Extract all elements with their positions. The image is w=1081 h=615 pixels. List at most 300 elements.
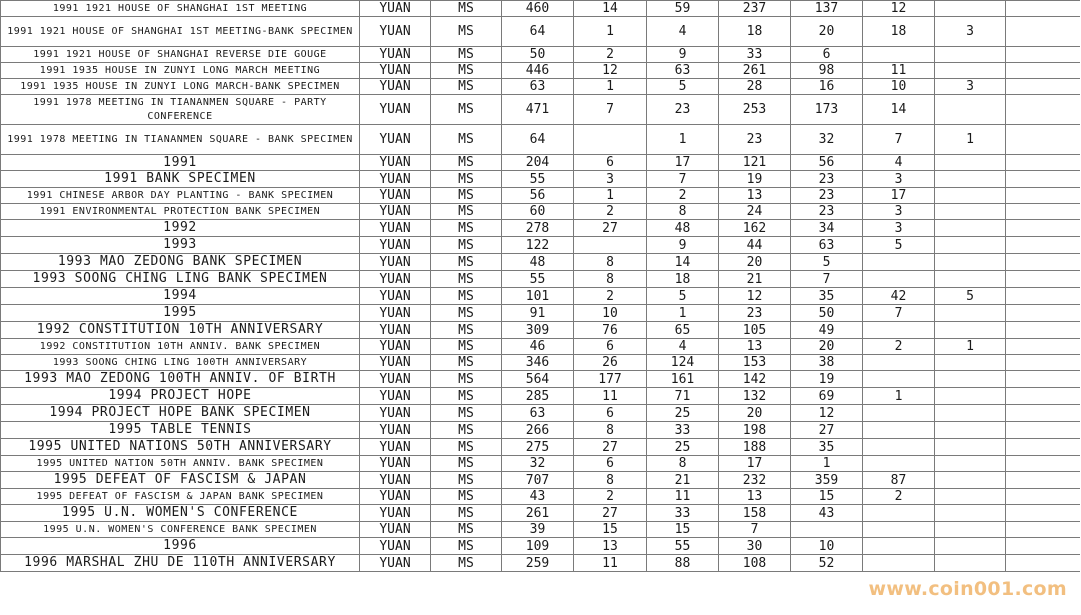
count-cell-5[interactable] bbox=[863, 439, 935, 456]
empty-cell[interactable] bbox=[1006, 322, 1080, 339]
currency-cell[interactable]: YUAN bbox=[360, 95, 431, 125]
table-row[interactable] bbox=[1, 288, 1080, 305]
coin-name-cell[interactable]: 1991 BANK SPECIMEN bbox=[1, 171, 360, 188]
count-cell-4[interactable]: 38 bbox=[791, 355, 863, 371]
empty-cell[interactable] bbox=[1006, 47, 1080, 63]
coin-name-cell[interactable]: 1994 PROJECT HOPE bbox=[1, 388, 360, 405]
empty-cell[interactable] bbox=[1006, 472, 1080, 489]
coin-name-cell[interactable]: 1994 bbox=[1, 288, 360, 305]
count-cell-6[interactable] bbox=[935, 489, 1006, 505]
count-cell-6[interactable] bbox=[935, 405, 1006, 422]
grade-cell[interactable]: MS bbox=[431, 472, 502, 489]
grade-cell[interactable]: MS bbox=[431, 17, 502, 47]
count-cell-2[interactable]: 18 bbox=[647, 271, 719, 288]
count-cell-3[interactable]: 20 bbox=[719, 254, 791, 271]
currency-cell[interactable]: YUAN bbox=[360, 388, 431, 405]
table-row[interactable] bbox=[1, 63, 1080, 79]
total-cell[interactable]: 39 bbox=[502, 522, 574, 538]
empty-cell[interactable] bbox=[1006, 1, 1080, 17]
table-row[interactable] bbox=[1, 155, 1080, 171]
count-cell-1[interactable]: 27 bbox=[574, 439, 647, 456]
table-row[interactable] bbox=[1, 456, 1080, 472]
coin-name-cell[interactable]: 1995 UNITED NATION 50TH ANNIV. BANK SPECIMEN bbox=[1, 456, 360, 472]
currency-cell[interactable]: YUAN bbox=[360, 355, 431, 371]
currency-cell[interactable]: YUAN bbox=[360, 63, 431, 79]
count-cell-4[interactable] bbox=[791, 522, 863, 538]
table-row[interactable] bbox=[1, 188, 1080, 204]
coin-name-cell[interactable]: 1992 bbox=[1, 220, 360, 237]
count-cell-2[interactable]: 63 bbox=[647, 63, 719, 79]
total-cell[interactable]: 101 bbox=[502, 288, 574, 305]
count-cell-2[interactable]: 4 bbox=[647, 17, 719, 47]
count-cell-2[interactable]: 25 bbox=[647, 405, 719, 422]
count-cell-1[interactable]: 14 bbox=[574, 1, 647, 17]
total-cell[interactable]: 56 bbox=[502, 188, 574, 204]
count-cell-5[interactable]: 3 bbox=[863, 220, 935, 237]
grade-cell[interactable]: MS bbox=[431, 271, 502, 288]
count-cell-2[interactable]: 71 bbox=[647, 388, 719, 405]
currency-cell[interactable]: YUAN bbox=[360, 456, 431, 472]
total-cell[interactable]: 64 bbox=[502, 125, 574, 155]
grade-cell[interactable]: MS bbox=[431, 237, 502, 254]
count-cell-3[interactable]: 30 bbox=[719, 538, 791, 555]
empty-cell[interactable] bbox=[1006, 220, 1080, 237]
count-cell-2[interactable]: 15 bbox=[647, 522, 719, 538]
coin-name-cell[interactable]: 1991 1921 HOUSE OF SHANGHAI REVERSE DIE GOUGE bbox=[1, 47, 360, 63]
table-row[interactable] bbox=[1, 95, 1080, 125]
count-cell-1[interactable]: 6 bbox=[574, 405, 647, 422]
count-cell-3[interactable]: 18 bbox=[719, 17, 791, 47]
table-row[interactable] bbox=[1, 339, 1080, 355]
grade-cell[interactable]: MS bbox=[431, 355, 502, 371]
count-cell-2[interactable]: 4 bbox=[647, 339, 719, 355]
count-cell-4[interactable]: 10 bbox=[791, 538, 863, 555]
coin-name-cell[interactable]: 1995 DEFEAT OF FASCISM & JAPAN bbox=[1, 472, 360, 489]
count-cell-6[interactable] bbox=[935, 63, 1006, 79]
currency-cell[interactable]: YUAN bbox=[360, 271, 431, 288]
count-cell-5[interactable]: 17 bbox=[863, 188, 935, 204]
currency-cell[interactable]: YUAN bbox=[360, 505, 431, 522]
count-cell-3[interactable]: 153 bbox=[719, 355, 791, 371]
count-cell-5[interactable]: 2 bbox=[863, 489, 935, 505]
count-cell-1[interactable]: 2 bbox=[574, 489, 647, 505]
count-cell-2[interactable]: 65 bbox=[647, 322, 719, 339]
table-row[interactable] bbox=[1, 439, 1080, 456]
empty-cell[interactable] bbox=[1006, 237, 1080, 254]
empty-cell[interactable] bbox=[1006, 405, 1080, 422]
count-cell-2[interactable]: 1 bbox=[647, 125, 719, 155]
currency-cell[interactable]: YUAN bbox=[360, 171, 431, 188]
grade-cell[interactable]: MS bbox=[431, 489, 502, 505]
count-cell-3[interactable]: 44 bbox=[719, 237, 791, 254]
coin-name-cell[interactable]: 1995 bbox=[1, 305, 360, 322]
total-cell[interactable]: 285 bbox=[502, 388, 574, 405]
coin-name-cell[interactable]: 1996 MARSHAL ZHU DE 110TH ANNIVERSARY bbox=[1, 555, 360, 572]
count-cell-5[interactable]: 5 bbox=[863, 237, 935, 254]
empty-cell[interactable] bbox=[1006, 439, 1080, 456]
count-cell-5[interactable] bbox=[863, 538, 935, 555]
empty-cell[interactable] bbox=[1006, 254, 1080, 271]
total-cell[interactable]: 64 bbox=[502, 17, 574, 47]
grade-cell[interactable]: MS bbox=[431, 538, 502, 555]
empty-cell[interactable] bbox=[1006, 371, 1080, 388]
count-cell-2[interactable]: 33 bbox=[647, 505, 719, 522]
count-cell-5[interactable]: 11 bbox=[863, 63, 935, 79]
count-cell-4[interactable]: 1 bbox=[791, 456, 863, 472]
count-cell-2[interactable]: 2 bbox=[647, 188, 719, 204]
empty-cell[interactable] bbox=[1006, 489, 1080, 505]
count-cell-5[interactable] bbox=[863, 47, 935, 63]
empty-cell[interactable] bbox=[1006, 188, 1080, 204]
count-cell-2[interactable]: 11 bbox=[647, 489, 719, 505]
total-cell[interactable]: 55 bbox=[502, 271, 574, 288]
currency-cell[interactable]: YUAN bbox=[360, 339, 431, 355]
count-cell-1[interactable]: 2 bbox=[574, 288, 647, 305]
count-cell-1[interactable]: 2 bbox=[574, 204, 647, 220]
currency-cell[interactable]: YUAN bbox=[360, 371, 431, 388]
count-cell-4[interactable]: 34 bbox=[791, 220, 863, 237]
count-cell-4[interactable]: 16 bbox=[791, 79, 863, 95]
count-cell-5[interactable]: 14 bbox=[863, 95, 935, 125]
count-cell-2[interactable]: 33 bbox=[647, 422, 719, 439]
coin-name-cell[interactable]: 1995 TABLE TENNIS bbox=[1, 422, 360, 439]
count-cell-1[interactable]: 13 bbox=[574, 538, 647, 555]
count-cell-3[interactable]: 13 bbox=[719, 188, 791, 204]
count-cell-1[interactable]: 27 bbox=[574, 220, 647, 237]
count-cell-4[interactable]: 35 bbox=[791, 288, 863, 305]
total-cell[interactable]: 471 bbox=[502, 95, 574, 125]
currency-cell[interactable]: YUAN bbox=[360, 47, 431, 63]
grade-cell[interactable]: MS bbox=[431, 371, 502, 388]
currency-cell[interactable]: YUAN bbox=[360, 522, 431, 538]
empty-cell[interactable] bbox=[1006, 95, 1080, 125]
count-cell-4[interactable]: 49 bbox=[791, 322, 863, 339]
count-cell-5[interactable]: 12 bbox=[863, 1, 935, 17]
count-cell-4[interactable]: 12 bbox=[791, 405, 863, 422]
count-cell-2[interactable]: 55 bbox=[647, 538, 719, 555]
count-cell-5[interactable] bbox=[863, 371, 935, 388]
total-cell[interactable]: 109 bbox=[502, 538, 574, 555]
total-cell[interactable]: 46 bbox=[502, 339, 574, 355]
coin-name-cell[interactable]: 1995 U.N. WOMEN'S CONFERENCE BANK SPECIMEN bbox=[1, 522, 360, 538]
count-cell-5[interactable] bbox=[863, 405, 935, 422]
count-cell-6[interactable] bbox=[935, 322, 1006, 339]
count-cell-2[interactable]: 5 bbox=[647, 79, 719, 95]
count-cell-3[interactable]: 23 bbox=[719, 125, 791, 155]
count-cell-6[interactable]: 5 bbox=[935, 288, 1006, 305]
count-cell-3[interactable]: 261 bbox=[719, 63, 791, 79]
count-cell-5[interactable]: 87 bbox=[863, 472, 935, 489]
count-cell-5[interactable]: 1 bbox=[863, 388, 935, 405]
empty-cell[interactable] bbox=[1006, 271, 1080, 288]
table-row[interactable] bbox=[1, 472, 1080, 489]
count-cell-5[interactable]: 10 bbox=[863, 79, 935, 95]
count-cell-4[interactable]: 137 bbox=[791, 1, 863, 17]
count-cell-4[interactable]: 5 bbox=[791, 254, 863, 271]
count-cell-1[interactable]: 76 bbox=[574, 322, 647, 339]
count-cell-1[interactable] bbox=[574, 125, 647, 155]
currency-cell[interactable]: YUAN bbox=[360, 288, 431, 305]
total-cell[interactable]: 91 bbox=[502, 305, 574, 322]
total-cell[interactable]: 60 bbox=[502, 204, 574, 220]
count-cell-2[interactable]: 23 bbox=[647, 95, 719, 125]
total-cell[interactable]: 259 bbox=[502, 555, 574, 572]
count-cell-4[interactable]: 20 bbox=[791, 339, 863, 355]
count-cell-1[interactable]: 27 bbox=[574, 505, 647, 522]
currency-cell[interactable]: YUAN bbox=[360, 155, 431, 171]
grade-cell[interactable]: MS bbox=[431, 505, 502, 522]
coin-name-cell[interactable]: 1991 bbox=[1, 155, 360, 171]
grade-cell[interactable]: MS bbox=[431, 388, 502, 405]
count-cell-4[interactable]: 52 bbox=[791, 555, 863, 572]
grade-cell[interactable]: MS bbox=[431, 47, 502, 63]
count-cell-5[interactable]: 7 bbox=[863, 305, 935, 322]
empty-cell[interactable] bbox=[1006, 17, 1080, 47]
count-cell-6[interactable] bbox=[935, 355, 1006, 371]
empty-cell[interactable] bbox=[1006, 155, 1080, 171]
count-cell-3[interactable]: 28 bbox=[719, 79, 791, 95]
grade-cell[interactable]: MS bbox=[431, 1, 502, 17]
count-cell-2[interactable]: 59 bbox=[647, 1, 719, 17]
count-cell-6[interactable] bbox=[935, 538, 1006, 555]
count-cell-5[interactable] bbox=[863, 271, 935, 288]
count-cell-2[interactable]: 21 bbox=[647, 472, 719, 489]
grade-cell[interactable]: MS bbox=[431, 522, 502, 538]
total-cell[interactable]: 275 bbox=[502, 439, 574, 456]
table-row[interactable] bbox=[1, 220, 1080, 237]
count-cell-2[interactable]: 48 bbox=[647, 220, 719, 237]
count-cell-3[interactable]: 237 bbox=[719, 1, 791, 17]
total-cell[interactable]: 43 bbox=[502, 489, 574, 505]
table-row[interactable] bbox=[1, 305, 1080, 322]
empty-cell[interactable] bbox=[1006, 79, 1080, 95]
count-cell-1[interactable]: 26 bbox=[574, 355, 647, 371]
grade-cell[interactable]: MS bbox=[431, 405, 502, 422]
count-cell-2[interactable]: 9 bbox=[647, 237, 719, 254]
coin-name-cell[interactable]: 1991 1978 MEETING IN TIANANMEN SQUARE - PARTY CONFERENCE bbox=[1, 95, 360, 125]
currency-cell[interactable]: YUAN bbox=[360, 422, 431, 439]
count-cell-3[interactable]: 198 bbox=[719, 422, 791, 439]
grade-cell[interactable]: MS bbox=[431, 439, 502, 456]
currency-cell[interactable]: YUAN bbox=[360, 305, 431, 322]
count-cell-2[interactable]: 124 bbox=[647, 355, 719, 371]
count-cell-6[interactable] bbox=[935, 47, 1006, 63]
count-cell-6[interactable] bbox=[935, 422, 1006, 439]
grade-cell[interactable]: MS bbox=[431, 171, 502, 188]
count-cell-4[interactable]: 20 bbox=[791, 17, 863, 47]
count-cell-6[interactable]: 1 bbox=[935, 125, 1006, 155]
count-cell-6[interactable]: 1 bbox=[935, 339, 1006, 355]
total-cell[interactable]: 278 bbox=[502, 220, 574, 237]
count-cell-4[interactable]: 50 bbox=[791, 305, 863, 322]
grade-cell[interactable]: MS bbox=[431, 339, 502, 355]
empty-cell[interactable] bbox=[1006, 339, 1080, 355]
currency-cell[interactable]: YUAN bbox=[360, 405, 431, 422]
count-cell-1[interactable]: 11 bbox=[574, 388, 647, 405]
count-cell-5[interactable]: 4 bbox=[863, 155, 935, 171]
currency-cell[interactable]: YUAN bbox=[360, 17, 431, 47]
count-cell-3[interactable]: 142 bbox=[719, 371, 791, 388]
total-cell[interactable]: 48 bbox=[502, 254, 574, 271]
empty-cell[interactable] bbox=[1006, 125, 1080, 155]
grade-cell[interactable]: MS bbox=[431, 95, 502, 125]
count-cell-3[interactable]: 20 bbox=[719, 405, 791, 422]
table-row[interactable] bbox=[1, 489, 1080, 505]
count-cell-2[interactable]: 9 bbox=[647, 47, 719, 63]
currency-cell[interactable]: YUAN bbox=[360, 125, 431, 155]
count-cell-5[interactable] bbox=[863, 456, 935, 472]
total-cell[interactable]: 266 bbox=[502, 422, 574, 439]
count-cell-6[interactable] bbox=[935, 155, 1006, 171]
count-cell-4[interactable]: 35 bbox=[791, 439, 863, 456]
count-cell-3[interactable]: 13 bbox=[719, 489, 791, 505]
total-cell[interactable]: 32 bbox=[502, 456, 574, 472]
count-cell-1[interactable]: 2 bbox=[574, 47, 647, 63]
coin-name-cell[interactable]: 1992 CONSTITUTION 10TH ANNIV. BANK SPECIMEN bbox=[1, 339, 360, 355]
count-cell-2[interactable]: 8 bbox=[647, 456, 719, 472]
table-row[interactable] bbox=[1, 237, 1080, 254]
count-cell-3[interactable]: 132 bbox=[719, 388, 791, 405]
count-cell-2[interactable]: 1 bbox=[647, 305, 719, 322]
count-cell-4[interactable]: 23 bbox=[791, 171, 863, 188]
count-cell-6[interactable] bbox=[935, 555, 1006, 572]
count-cell-1[interactable]: 6 bbox=[574, 155, 647, 171]
currency-cell[interactable]: YUAN bbox=[360, 322, 431, 339]
count-cell-2[interactable]: 161 bbox=[647, 371, 719, 388]
empty-cell[interactable] bbox=[1006, 305, 1080, 322]
table-row[interactable] bbox=[1, 371, 1080, 388]
coin-name-cell[interactable]: 1996 bbox=[1, 538, 360, 555]
count-cell-4[interactable]: 56 bbox=[791, 155, 863, 171]
total-cell[interactable]: 460 bbox=[502, 1, 574, 17]
count-cell-1[interactable]: 1 bbox=[574, 17, 647, 47]
table-row[interactable] bbox=[1, 555, 1080, 572]
count-cell-4[interactable]: 173 bbox=[791, 95, 863, 125]
count-cell-1[interactable]: 10 bbox=[574, 305, 647, 322]
currency-cell[interactable]: YUAN bbox=[360, 188, 431, 204]
count-cell-3[interactable]: 23 bbox=[719, 305, 791, 322]
coin-name-cell[interactable]: 1995 DEFEAT OF FASCISM & JAPAN BANK SPECIMEN bbox=[1, 489, 360, 505]
coin-name-cell[interactable]: 1995 U.N. WOMEN'S CONFERENCE bbox=[1, 505, 360, 522]
empty-cell[interactable] bbox=[1006, 522, 1080, 538]
total-cell[interactable]: 63 bbox=[502, 405, 574, 422]
empty-cell[interactable] bbox=[1006, 538, 1080, 555]
count-cell-3[interactable]: 105 bbox=[719, 322, 791, 339]
coin-name-cell[interactable]: 1995 UNITED NATIONS 50TH ANNIVERSARY bbox=[1, 439, 360, 456]
grade-cell[interactable]: MS bbox=[431, 555, 502, 572]
empty-cell[interactable] bbox=[1006, 204, 1080, 220]
grade-cell[interactable]: MS bbox=[431, 63, 502, 79]
count-cell-4[interactable]: 6 bbox=[791, 47, 863, 63]
table-row[interactable] bbox=[1, 17, 1080, 47]
currency-cell[interactable]: YUAN bbox=[360, 489, 431, 505]
count-cell-4[interactable]: 7 bbox=[791, 271, 863, 288]
coin-name-cell[interactable]: 1991 1921 HOUSE OF SHANGHAI 1ST MEETING-BANK SPECIMEN bbox=[1, 17, 360, 47]
count-cell-5[interactable] bbox=[863, 522, 935, 538]
coin-name-cell[interactable]: 1993 bbox=[1, 237, 360, 254]
table-row[interactable] bbox=[1, 125, 1080, 155]
coin-name-cell[interactable]: 1993 SOONG CHING LING BANK SPECIMEN bbox=[1, 271, 360, 288]
table-row[interactable] bbox=[1, 271, 1080, 288]
currency-cell[interactable]: YUAN bbox=[360, 439, 431, 456]
count-cell-6[interactable] bbox=[935, 388, 1006, 405]
coin-name-cell[interactable]: 1991 1921 HOUSE OF SHANGHAI 1ST MEETING bbox=[1, 1, 360, 17]
count-cell-5[interactable] bbox=[863, 355, 935, 371]
total-cell[interactable]: 122 bbox=[502, 237, 574, 254]
count-cell-6[interactable] bbox=[935, 505, 1006, 522]
count-cell-2[interactable]: 17 bbox=[647, 155, 719, 171]
count-cell-3[interactable]: 253 bbox=[719, 95, 791, 125]
count-cell-4[interactable]: 32 bbox=[791, 125, 863, 155]
count-cell-5[interactable] bbox=[863, 555, 935, 572]
empty-cell[interactable] bbox=[1006, 288, 1080, 305]
currency-cell[interactable]: YUAN bbox=[360, 204, 431, 220]
count-cell-2[interactable]: 7 bbox=[647, 171, 719, 188]
count-cell-6[interactable]: 3 bbox=[935, 17, 1006, 47]
count-cell-6[interactable] bbox=[935, 204, 1006, 220]
table-row[interactable] bbox=[1, 538, 1080, 555]
grade-cell[interactable]: MS bbox=[431, 220, 502, 237]
grade-cell[interactable]: MS bbox=[431, 422, 502, 439]
count-cell-1[interactable]: 11 bbox=[574, 555, 647, 572]
count-cell-1[interactable]: 3 bbox=[574, 171, 647, 188]
count-cell-4[interactable]: 15 bbox=[791, 489, 863, 505]
coin-name-cell[interactable]: 1993 SOONG CHING LING 100TH ANNIVERSARY bbox=[1, 355, 360, 371]
count-cell-2[interactable]: 14 bbox=[647, 254, 719, 271]
total-cell[interactable]: 564 bbox=[502, 371, 574, 388]
grade-cell[interactable]: MS bbox=[431, 456, 502, 472]
total-cell[interactable]: 346 bbox=[502, 355, 574, 371]
count-cell-5[interactable] bbox=[863, 254, 935, 271]
empty-cell[interactable] bbox=[1006, 456, 1080, 472]
count-cell-1[interactable] bbox=[574, 237, 647, 254]
count-cell-3[interactable]: 108 bbox=[719, 555, 791, 572]
grade-cell[interactable]: MS bbox=[431, 254, 502, 271]
count-cell-3[interactable]: 12 bbox=[719, 288, 791, 305]
count-cell-4[interactable]: 63 bbox=[791, 237, 863, 254]
count-cell-1[interactable]: 8 bbox=[574, 422, 647, 439]
empty-cell[interactable] bbox=[1006, 171, 1080, 188]
grade-cell[interactable]: MS bbox=[431, 305, 502, 322]
coin-name-cell[interactable]: 1994 PROJECT HOPE BANK SPECIMEN bbox=[1, 405, 360, 422]
table-row[interactable] bbox=[1, 355, 1080, 371]
table-row[interactable] bbox=[1, 322, 1080, 339]
count-cell-5[interactable] bbox=[863, 322, 935, 339]
total-cell[interactable]: 309 bbox=[502, 322, 574, 339]
count-cell-4[interactable]: 23 bbox=[791, 204, 863, 220]
count-cell-1[interactable]: 177 bbox=[574, 371, 647, 388]
count-cell-5[interactable]: 3 bbox=[863, 171, 935, 188]
grade-cell[interactable]: MS bbox=[431, 125, 502, 155]
total-cell[interactable]: 446 bbox=[502, 63, 574, 79]
count-cell-6[interactable] bbox=[935, 271, 1006, 288]
total-cell[interactable]: 204 bbox=[502, 155, 574, 171]
table-row[interactable] bbox=[1, 254, 1080, 271]
currency-cell[interactable]: YUAN bbox=[360, 79, 431, 95]
count-cell-1[interactable]: 1 bbox=[574, 188, 647, 204]
table-row[interactable] bbox=[1, 422, 1080, 439]
count-cell-3[interactable]: 33 bbox=[719, 47, 791, 63]
count-cell-6[interactable] bbox=[935, 472, 1006, 489]
count-cell-3[interactable]: 24 bbox=[719, 204, 791, 220]
count-cell-3[interactable]: 162 bbox=[719, 220, 791, 237]
coin-name-cell[interactable]: 1992 CONSTITUTION 10TH ANNIVERSARY bbox=[1, 322, 360, 339]
coin-name-cell[interactable]: 1993 MAO ZEDONG BANK SPECIMEN bbox=[1, 254, 360, 271]
empty-cell[interactable] bbox=[1006, 422, 1080, 439]
count-cell-3[interactable]: 17 bbox=[719, 456, 791, 472]
table-row[interactable] bbox=[1, 171, 1080, 188]
total-cell[interactable]: 63 bbox=[502, 79, 574, 95]
